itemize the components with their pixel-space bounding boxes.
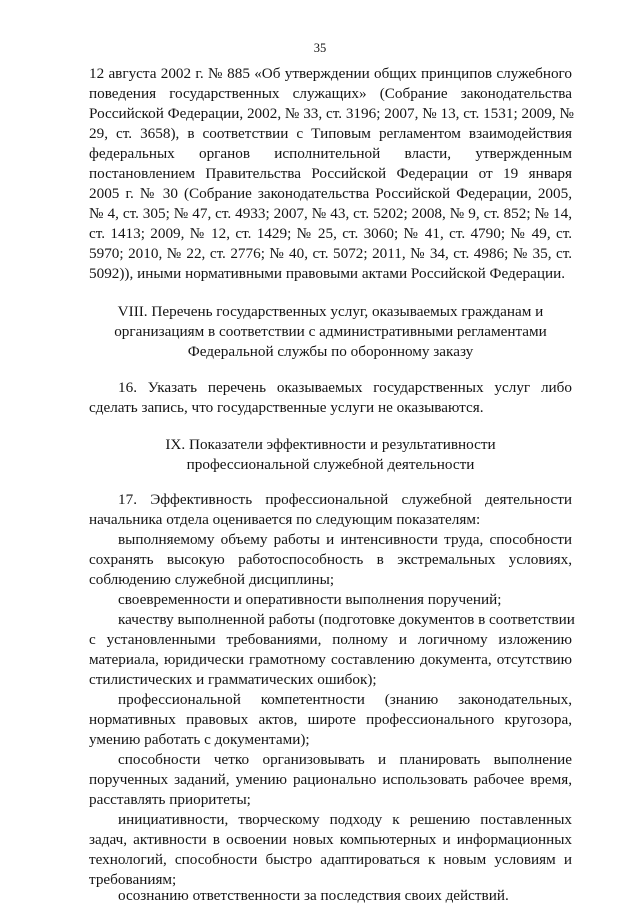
text-line: 5092)), иными нормативными правовыми актами Российской Федерации. bbox=[89, 265, 566, 282]
text-line: сохранять высокую работоспособность в экстремальных условиях, bbox=[89, 551, 572, 568]
text-line: задач, активности в освоении новых компьютерных и информационных bbox=[89, 831, 572, 848]
text-line: порученных заданий, умению рационально использовать рабочее время, bbox=[89, 771, 572, 788]
text-line: 5970; 2010, № 22, ст. 2776; № 40, ст. 5072; 2011, № 34, ст. 4986; № 35, ст. bbox=[89, 245, 572, 262]
text-line: Российской Федерации, 2002, № 33, ст. 3196; 2007, № 13, ст. 1531; 2009, № bbox=[89, 105, 574, 122]
text-line: инициативности, творческому подходу к решению поставленных bbox=[118, 811, 572, 828]
text-line: с установленными требованиями, полному и логичному изложению bbox=[89, 631, 572, 648]
text-line: 2005 г. № 30 (Собрание законодательства Российской Федерации, 2005, bbox=[89, 185, 572, 202]
heading-line: VIII. Перечень государственных услуг, оказываемых гражданам и bbox=[117, 303, 544, 320]
text-line: расставлять приоритеты; bbox=[89, 791, 251, 808]
text-line: осознанию ответственности за последствия своих действий. bbox=[118, 887, 509, 904]
text-line: 17. Эффективность профессиональной служебной деятельности bbox=[118, 491, 572, 508]
text-line: материала, юридически грамотному составлению документа, отсутствию bbox=[89, 651, 572, 668]
text-line: начальника отдела оценивается по следующим показателям: bbox=[89, 511, 481, 528]
text-line: стилистических и грамматических ошибок); bbox=[89, 671, 377, 688]
text-line: умению работать с документами); bbox=[89, 731, 310, 748]
text-line: способности четко организовывать и планировать выполнение bbox=[118, 751, 572, 768]
heading-line: организациям в соответствии с административными регламентами bbox=[114, 323, 547, 340]
text-line: выполняемому объему работы и интенсивности труда, способности bbox=[118, 531, 572, 548]
text-line: ст. 1413; 2009, № 12, ст. 1429; № 25, ст. 3060; № 41, ст. 4790; № 49, ст. bbox=[89, 225, 572, 242]
text-line: № 4, ст. 305; № 47, ст. 4933; 2007, № 43, ст. 5202; 2008, № 9, ст. 852; № 14, bbox=[89, 205, 572, 222]
text-line: своевременности и оперативности выполнения поручений; bbox=[118, 591, 502, 608]
text-line: поведения государственных служащих» (Собрание законодательства bbox=[89, 85, 572, 102]
text-line: требованиям; bbox=[89, 871, 177, 888]
heading-line: профессиональной служебной деятельности bbox=[186, 456, 475, 473]
text-line: 29, ст. 3658), в соответствии с Типовым регламентом взаимодействия bbox=[89, 125, 572, 142]
text-line: нормативных правовых актов, широте профессионального кругозора, bbox=[89, 711, 572, 728]
text-line: профессиональной компетентности (знанию законодательных, bbox=[118, 691, 572, 708]
text-line: сделать запись, что государственные услуги не оказываются. bbox=[89, 399, 484, 416]
page-number: 35 bbox=[313, 41, 327, 55]
text-line: 12 августа 2002 г. № 885 «Об утверждении общих принципов служебного bbox=[89, 65, 572, 82]
text-line: 16. Указать перечень оказываемых государственных услуг либо bbox=[118, 379, 572, 396]
text-line: соблюдению служебной дисциплины; bbox=[89, 571, 335, 588]
text-line: качеству выполненной работы (подготовке документов в соответствии bbox=[118, 611, 575, 628]
heading-line: IX. Показатели эффективности и результативности bbox=[165, 436, 496, 453]
text-line: технологий, способности быстро адаптироваться к новым условиям и bbox=[89, 851, 572, 868]
text-line: постановлением Правительства Российской Федерации от 19 января bbox=[89, 165, 572, 182]
heading-line: Федеральной службы по оборонному заказу bbox=[187, 343, 474, 360]
text-line: федеральных органов исполнительной власти, утвержденным bbox=[89, 145, 572, 162]
